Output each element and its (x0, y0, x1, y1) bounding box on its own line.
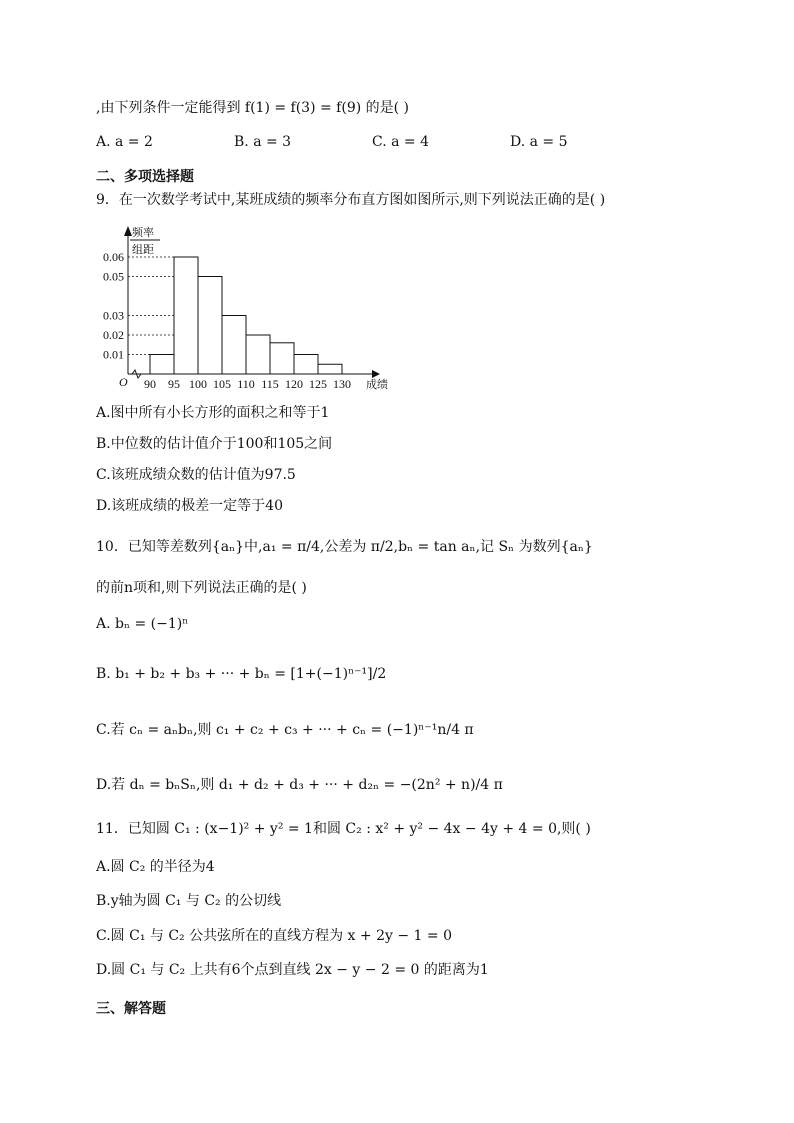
q9-option-b[interactable]: B.中位数的估计值介于100和105之间 (96, 436, 333, 452)
x-tick-label: 115 (261, 377, 279, 391)
q8-stem: ,由下列条件一定能得到 f(1) = f(3) = f(9) 的是( ) (96, 100, 410, 116)
origin-label: O (119, 375, 128, 389)
y-tick-label: 0.06 (103, 250, 124, 264)
frequency-histogram (92, 222, 392, 392)
q11-option-b[interactable]: B.y轴为圆 C₁ 与 C₂ 的公切线 (96, 893, 282, 909)
q11-option-d[interactable]: D.圆 C₁ 与 C₂ 上共有6个点到直线 2x − y − 2 = 0 的距离为1 (96, 962, 489, 978)
x-tick-label: 130 (333, 377, 351, 391)
histogram-bar-95-100 (174, 257, 198, 374)
x-tick-label: 120 (285, 377, 303, 391)
histogram-bar-105-110 (222, 316, 246, 375)
x-axis-arrow-icon (372, 370, 380, 378)
q8-option-a[interactable]: A. a = 2 (96, 134, 153, 150)
histogram-bar-100-105 (198, 277, 222, 375)
q10-stem-line1: 10．已知等差数列{aₙ}中,a₁ = π/4,公差为 π/2,bₙ = tan aₙ,记 Sₙ 为数列{aₙ} (96, 539, 593, 555)
q9-stem: 9．在一次数学考试中,某班成绩的频率分布直方图如图所示,则下列说法正确的是( ) (96, 192, 606, 208)
xlabel: 成绩 (366, 378, 388, 391)
q8-option-b[interactable]: B. a = 3 (234, 134, 292, 150)
q10-option-b[interactable]: B. b₁ + b₂ + b₃ + ··· + bₙ = [1+(−1)ⁿ⁻¹]/2 (96, 666, 387, 682)
x-tick-label: 125 (309, 377, 327, 391)
q10-option-c[interactable]: C.若 cₙ = aₙbₙ,则 c₁ + c₂ + c₃ + ··· + cₙ = (−1)ⁿ⁻¹n/4 π (96, 722, 474, 738)
y-tick-label: 0.01 (103, 347, 124, 362)
section-title-solutions: 三、解答题 (96, 1001, 166, 1017)
q11-stem: 11．已知圆 C₁ : (x−1)² + y² = 1和圆 C₂ : x² + y² − 4x − 4y + 4 = 0,则( ) (96, 821, 591, 837)
x-tick-label: 110 (237, 377, 255, 391)
x-tick-label: 90 (144, 377, 156, 391)
y-tick-label: 0.02 (103, 328, 124, 342)
q9-option-a[interactable]: A.图中所有小长方形的面积之和等于1 (96, 405, 330, 421)
q10-option-a[interactable]: A. bₙ = (−1)ⁿ (96, 616, 189, 632)
y-tick-label: 0.03 (103, 308, 124, 323)
y-axis-arrow-icon (124, 226, 132, 236)
histogram-bars (150, 257, 342, 374)
y-tick-label: 0.05 (103, 269, 124, 284)
x-tick-label: 105 (213, 377, 231, 391)
histogram-bar-115-120 (270, 343, 294, 374)
section-title-multiple-choice: 二、多项选择题 (96, 169, 194, 185)
histogram-bar-125-130 (318, 364, 342, 374)
histogram-bar-90-95 (150, 355, 174, 375)
histogram-bar-110-115 (246, 335, 270, 374)
q11-option-a[interactable]: A.圆 C₂ 的半径为4 (96, 859, 215, 875)
q8-option-c[interactable]: C. a = 4 (372, 134, 429, 150)
ylabel-numerator: 频率 (132, 226, 154, 239)
q11-option-c[interactable]: C.圆 C₁ 与 C₂ 公共弦所在的直线方程为 x + 2y − 1 = 0 (96, 928, 452, 944)
q8-option-d[interactable]: D. a = 5 (510, 134, 568, 150)
q10-stem-line2: 的前n项和,则下列说法正确的是( ) (96, 580, 307, 596)
x-tick-label: 100 (189, 377, 207, 391)
q10-option-d[interactable]: D.若 dₙ = bₙSₙ,则 d₁ + d₂ + d₃ + ··· + d₂ₙ = −(2n² + n)/4 π (96, 777, 503, 793)
q9-option-c[interactable]: C.该班成绩众数的估计值为97.5 (96, 467, 296, 483)
x-tick-label: 95 (168, 377, 180, 391)
histogram-bar-120-125 (294, 355, 318, 375)
q9-option-d[interactable]: D.该班成绩的极差一定等于40 (96, 498, 283, 514)
ylabel-denominator: 组距 (132, 243, 154, 256)
